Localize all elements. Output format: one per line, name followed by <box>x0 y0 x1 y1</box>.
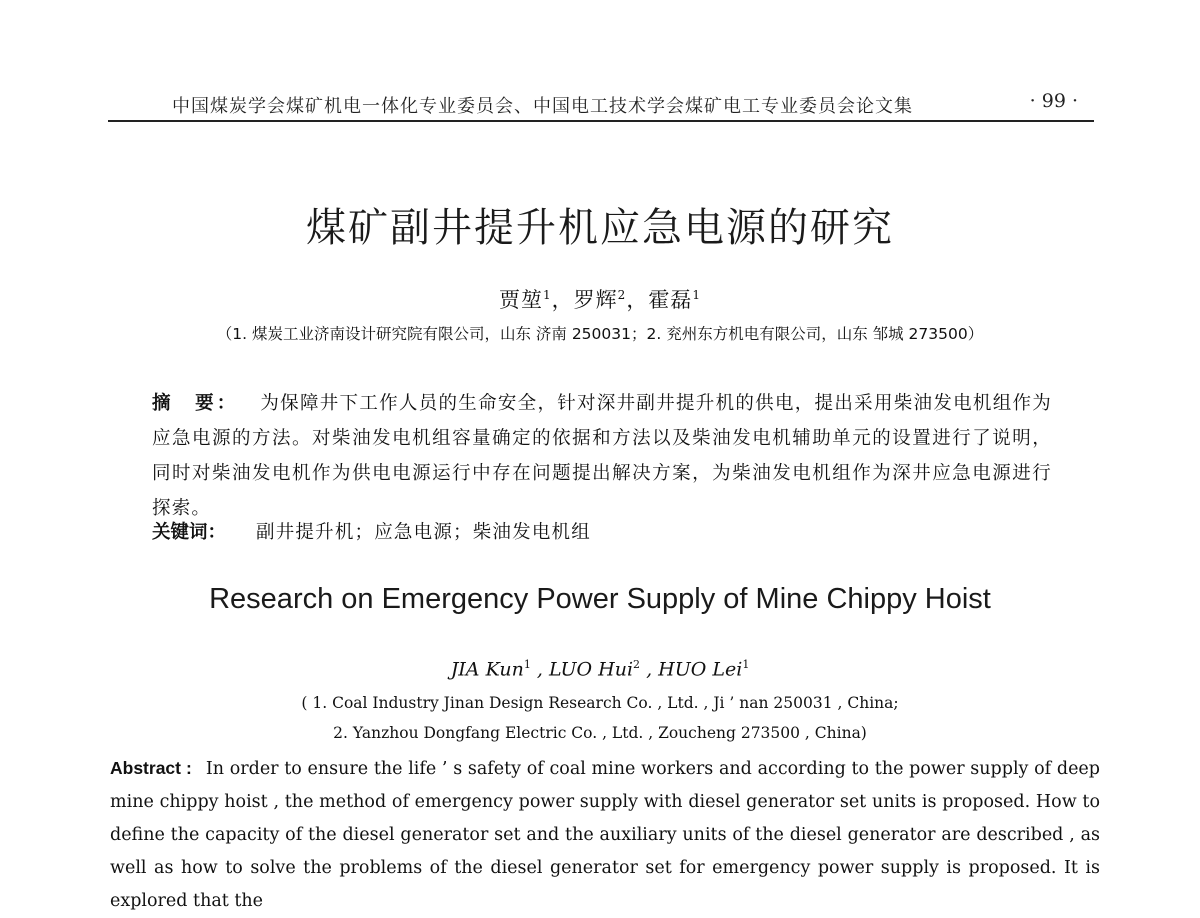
author-separator: ， <box>551 288 574 312</box>
author-name: 贾堃 <box>499 288 544 312</box>
author-separator: ， <box>626 288 649 312</box>
author-affiliation-mark: 1 <box>742 658 750 671</box>
english-affiliation-line-1: ( 1. Coal Industry Jinan Design Research Co. , Ltd. , Ji ’ nan 250031 , China; <box>301 694 899 712</box>
english-authors <box>0 658 1200 680</box>
keywords-text: 副井提升机；应急电源；柴油发电机组 <box>256 522 591 543</box>
author-affiliation-mark: 1 <box>523 658 531 671</box>
abstract-label: Abstract : <box>110 758 192 778</box>
author-name: 罗辉 <box>573 288 618 312</box>
chinese-abstract <box>152 386 1052 526</box>
keywords-label: 关键词： <box>152 522 227 543</box>
author-name: JIA Kun <box>450 658 524 681</box>
english-title: Research on Emergency Power Supply of Mine Chippy Hoist <box>209 583 991 615</box>
english-affiliation-line-2: 2. Yanzhou Dongfang Electric Co. , Ltd. , Zoucheng 273500 , China) <box>333 724 867 742</box>
journal-series-title: 中国煤炭学会煤矿机电一体化专业委员会、中国电工技术学会煤矿电工专业委员会论文集 <box>172 96 913 117</box>
author-name: LUO Hui <box>548 658 634 681</box>
author-affiliation-mark: 2 <box>633 658 641 671</box>
author-name: 霍磊 <box>648 288 693 312</box>
abstract-label: 摘 要： <box>152 393 239 414</box>
author-affiliation-mark: 1 <box>543 288 552 302</box>
chinese-authors <box>0 284 1200 314</box>
chinese-keywords <box>152 518 1052 544</box>
abstract-text: In order to ensure the life ’ s safety of coal mine workers and according to the power supply of deep mine chippy hoist , the method of emergency power supply with diesel generator set units is proposed. How to define the capacity of the diesel generator set and the auxiliary units of the diesel generator are described , as well as how to solve the problems of the diesel generator set for emergency power supply is proposed. It is explored that the <box>110 759 1100 911</box>
running-header <box>108 86 1094 122</box>
chinese-affiliations: （1. 煤炭工业济南设计研究院有限公司，山东 济南 250031；2. 兖州东方机电有限公司，山东 邹城 273500） <box>216 325 984 343</box>
english-abstract <box>110 752 1100 918</box>
author-separator: , <box>530 658 549 681</box>
author-name: HUO Lei <box>658 658 743 681</box>
author-separator: , <box>640 658 659 681</box>
chinese-title: 煤矿副井提升机应急电源的研究 <box>306 205 894 251</box>
author-affiliation-mark: 1 <box>692 288 701 302</box>
page-number: · 99 · <box>1029 90 1078 112</box>
abstract-text: 为保障井下工作人员的生命安全，针对深井副井提升机的供电，提出采用柴油发电机组作为应急电源的方法。对柴油发电机组容量确定的依据和方法以及柴油发电机辅助单元的设置进行了说明，同时对柴油发电机作为供电电源运行中存在问题提出解决方案，为柴油发电机组作为深井应急电源进行探索。 <box>152 393 1052 519</box>
author-affiliation-mark: 2 <box>617 288 627 302</box>
